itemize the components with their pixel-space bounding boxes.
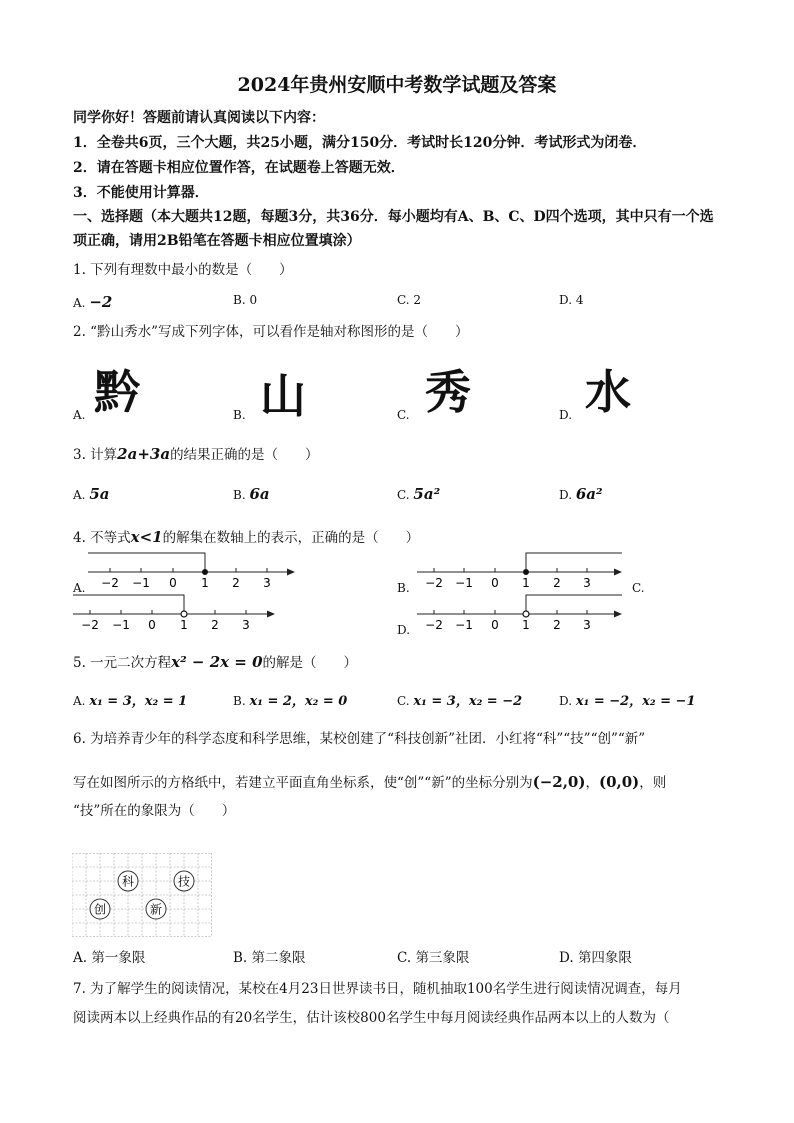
tick-label: 0 xyxy=(491,576,499,590)
ticks xyxy=(90,610,246,614)
tick-label: −2 xyxy=(425,576,443,590)
axis-arrow xyxy=(287,569,295,576)
q4-label-b: B. xyxy=(397,581,410,595)
q1-stem: 1. 下列有理数中最小的数是（ ） xyxy=(73,262,293,278)
tick-label: 1 xyxy=(180,618,188,632)
q1-option-b: B. 0 xyxy=(233,293,258,307)
q5-option-b: B. x₁ = 2，x₂ = 0 xyxy=(233,694,348,709)
q2-glyph-d: 水 xyxy=(585,365,633,419)
q3-option-c: C. 5a² xyxy=(397,485,441,503)
q6-option-c: C. 第三象限 xyxy=(397,950,470,966)
tick-label: 0 xyxy=(491,618,499,632)
ticks xyxy=(434,568,587,572)
page-title: 2024年贵州安顺中考数学试题及答案 xyxy=(237,74,557,96)
q7-line2: 阅读两本以上经典作品的有20名学生，估计该校800名学生中每月阅读经典作品两本以上的人数为（ xyxy=(73,1010,670,1026)
tick-label: −2 xyxy=(425,618,443,632)
number-line-b xyxy=(417,550,632,590)
q6-option-a: A. 第一象限 xyxy=(73,950,146,966)
open-endpoint xyxy=(181,611,187,617)
tick-label: 1 xyxy=(522,618,530,632)
notice-item-1: 1．全卷共6页，三个大题，共25小题，满分150分．考试时长120分钟．考试形式为闭卷． xyxy=(73,135,647,151)
tick-label: 3 xyxy=(583,576,591,590)
closed-endpoint xyxy=(523,569,529,575)
q1-option-c: C. 2 xyxy=(397,293,422,307)
q6-grid-figure xyxy=(72,853,212,937)
section-heading-line2: 项正确，请用2B铅笔在答题卡相应位置填涂） xyxy=(73,233,361,249)
q2-label-d: D. xyxy=(559,408,573,422)
axis-arrow xyxy=(614,569,622,576)
q3-stem: 3. 计算2a+3a的结果正确的是（ ） xyxy=(73,445,319,463)
q2-label-b: B. xyxy=(233,408,246,422)
q4-label-a: A. xyxy=(73,581,86,595)
open-endpoint xyxy=(523,611,529,617)
tick-label: −1 xyxy=(455,576,473,590)
q2-glyph-c: 秀 xyxy=(425,365,473,419)
axis-arrow xyxy=(614,611,622,618)
char-chuang xyxy=(90,899,110,919)
q5-option-c: C. x₁ = 3，x₂ = −2 xyxy=(397,694,523,709)
q6-option-d: D. 第四象限 xyxy=(559,950,632,966)
solution-bracket xyxy=(526,553,622,572)
tick-label: 0 xyxy=(148,618,156,632)
notice-item-2: 2．请在答题卡相应位置作答，在试题卷上答题无效． xyxy=(73,160,405,176)
q2-glyph-a: 黔 xyxy=(94,365,142,419)
q5-option-d: D. x₁ = −2，x₂ = −1 xyxy=(559,694,696,709)
tick-label: 3 xyxy=(583,618,591,632)
tick-label: −2 xyxy=(81,618,99,632)
solution-bracket xyxy=(88,553,205,572)
grid-lines xyxy=(72,853,212,937)
svg-text:创: 创 xyxy=(93,902,107,917)
q2-glyph-b: 山 xyxy=(260,369,308,423)
tick-label: 2 xyxy=(553,618,561,632)
tick-label: 2 xyxy=(211,618,219,632)
q1-option-d: D. 4 xyxy=(559,293,584,307)
solution-bracket xyxy=(526,595,622,614)
char-ji xyxy=(174,871,194,891)
char-xin xyxy=(146,899,166,919)
svg-text:科: 科 xyxy=(121,874,135,889)
char-ke xyxy=(118,871,138,891)
q4-label-d: D. xyxy=(397,623,411,637)
q2-label-c: C. xyxy=(397,408,410,422)
svg-text:技: 技 xyxy=(177,874,191,889)
tick-label: 1 xyxy=(522,576,530,590)
tick-label: 2 xyxy=(232,576,240,590)
q3-option-d: D. 6a² xyxy=(559,485,603,503)
q2-label-a: A. xyxy=(73,408,86,422)
q2-stem: 2. “黔山秀水”写成下列字体，可以看作是轴对称图形的是（ ） xyxy=(73,324,469,340)
tick-label: 3 xyxy=(242,618,250,632)
q1-option-a: A. −2 xyxy=(73,293,113,311)
q5-option-a: A. x₁ = 3，x₂ = 1 xyxy=(73,694,188,709)
ticks xyxy=(110,568,267,572)
ticks xyxy=(434,610,587,614)
section-heading-line1: 一、选择题（本大题共12题，每题3分，共36分．每小题均有A、B、C、D四个选项，其中只有一个选 xyxy=(73,209,714,225)
tick-label: 3 xyxy=(263,576,271,590)
closed-endpoint xyxy=(202,569,208,575)
tick-label: −1 xyxy=(132,576,150,590)
q6-line3: “技”所在的象限为（ ） xyxy=(73,803,236,819)
q7-line1: 7. 为了解学生的阅读情况，某校在4月23日世界读书日，随机抽取100名学生进行阅读情况调查，每月 xyxy=(73,981,682,997)
q3-option-a: A. 5a xyxy=(73,485,110,503)
number-line-d xyxy=(417,590,632,632)
q6-option-b: B. 第二象限 xyxy=(233,950,306,966)
q4-label-c: C. xyxy=(632,581,645,595)
notice-item-3: 3．不能使用计算器． xyxy=(73,185,209,201)
tick-label: −1 xyxy=(112,618,130,632)
tick-label: 2 xyxy=(553,576,561,590)
number-line-a xyxy=(88,550,303,590)
q4-stem: 4. 不等式x<1的解集在数轴上的表示，正确的是（ ） xyxy=(73,528,420,546)
q6-line1: 6. 为培养青少年的科学态度和科学思维，某校创建了“科技创新”社团．小红将“科”“技”“创”“新” xyxy=(73,731,646,747)
notice-heading: 同学你好！答题前请认真阅读以下内容： xyxy=(73,110,325,126)
number-line-c xyxy=(73,590,283,632)
tick-label: 0 xyxy=(169,576,177,590)
tick-label: −2 xyxy=(101,576,119,590)
tick-label: −1 xyxy=(455,618,473,632)
q3-option-b: B. 6a xyxy=(233,485,270,503)
axis-arrow xyxy=(267,611,275,618)
svg-text:新: 新 xyxy=(149,902,163,917)
q5-stem: 5. 一元二次方程x² − 2x = 0的解是（ ） xyxy=(73,653,358,671)
tick-label: 1 xyxy=(201,576,209,590)
q6-line2: 写在如图所示的方格纸中，若建立平面直角坐标系，使“创”“新”的坐标分别为(−2,0)，(0,0)，则 xyxy=(73,773,667,791)
